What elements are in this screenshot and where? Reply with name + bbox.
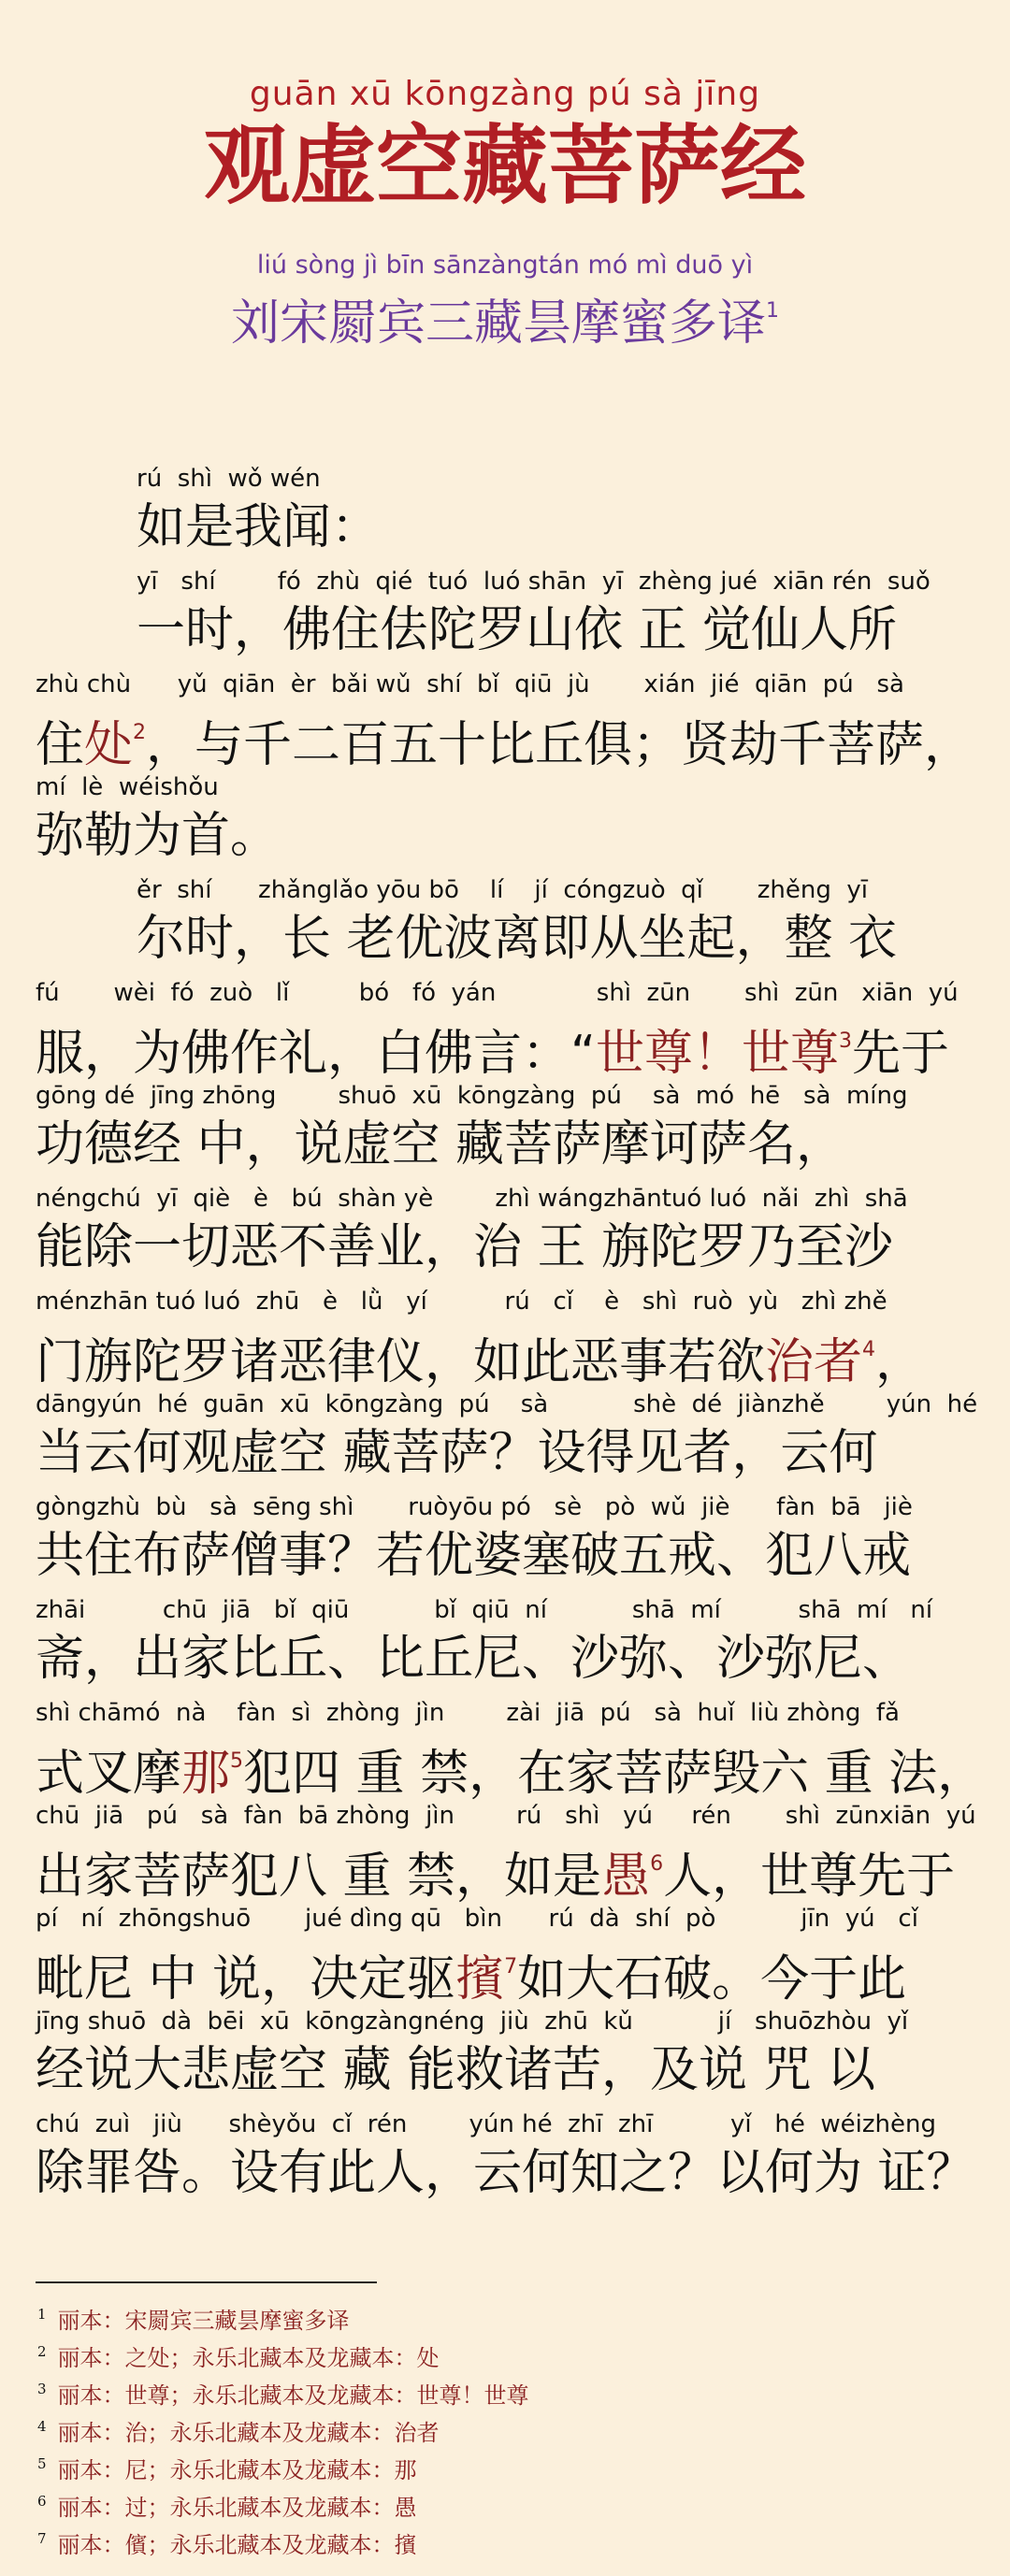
pinyin-line: chū jiā pú sà fàn bā zhòng jìn rú shì yú rén shì zūnxiān yú: [36, 1802, 976, 1830]
text-segment: ，与千二百五十比丘俱；贤劫千菩萨，: [146, 717, 974, 773]
pinyin-line: zhāi chū jiā bǐ qiū bǐ qiū ní shā mí shā mí ní: [36, 1596, 933, 1624]
text-line: [36, 1389, 980, 1491]
hanzi-line: [36, 1215, 980, 1280]
text-segment: 共住布萨僧事？若优婆塞破五戒、犯八戒: [36, 1528, 912, 1584]
pinyin-line: gòngzhù bù sà sēng shì ruòyōu pó sè pò wǔ jiè fàn bā jiè: [36, 1493, 913, 1521]
footnote-mark[interactable]: 5: [230, 1749, 244, 1773]
text-line: [36, 463, 980, 566]
footnote-number: 3: [37, 2381, 47, 2397]
text-segment: 弥勒为首。: [36, 808, 280, 864]
hanzi-line: [36, 1832, 980, 1905]
text-line: [36, 669, 980, 771]
text-line: [36, 2006, 980, 2108]
text-line: [36, 977, 980, 1080]
text-segment: 能除一切恶不善业，治 王 旃陀罗乃至沙: [36, 1219, 894, 1275]
text-segment: 毗尼 中 说，决定驱: [36, 1951, 456, 2008]
annotated-text: 愚: [601, 1849, 651, 1905]
pinyin-line: shì chāmó nà fàn sì zhòng jìn zài jiā pú sà huǐ liù zhòng fǎ: [36, 1699, 900, 1727]
text-line: [36, 1080, 980, 1183]
footnote-text: 丽本：治；永乐北藏本及龙藏本：治者: [57, 2420, 440, 2446]
text-segment: 式叉摩: [36, 1746, 182, 1802]
hanzi-line: [36, 906, 980, 971]
footnote-text: 丽本：儐；永乐北藏本及龙藏本：擯: [57, 2532, 417, 2558]
footnote-text: 丽本：之处；永乐北藏本及龙藏本：处: [57, 2345, 440, 2371]
text-segment: 一时，佛住佉陀罗山依 正 觉仙人所: [137, 602, 898, 658]
translator-text: 刘宋罽宾三藏昙摩蜜多译: [230, 295, 766, 353]
pinyin-line: gōng dé jīng zhōng shuō xū kōngzàng pú sà mó hē sà míng: [36, 1082, 908, 1110]
hanzi-line: [36, 1935, 980, 2008]
footnote-item: [37, 2482, 973, 2520]
footnote-mark[interactable]: 3: [838, 1029, 852, 1053]
text-segment: 如大石破。今于此: [517, 1951, 907, 2008]
text-line: [36, 1594, 980, 1697]
footnote-number: 7: [37, 2530, 47, 2547]
pinyin-line: chú zuì jiù shèyǒu cǐ rén yún hé zhī zhī yǐ hé wéizhèng: [36, 2110, 937, 2138]
text-line: [36, 1800, 980, 1903]
text-segment: 出家菩萨犯八 重 禁，如是: [36, 1849, 602, 1905]
annotated-text: 处: [84, 717, 134, 773]
pinyin-line: fú wèi fó zuò lǐ bó fó yán shì zūn shì zūn xiān yú: [36, 979, 959, 1007]
hanzi-line: [36, 1112, 980, 1177]
pinyin-line: jīng shuō dà bēi xū kōngzàngnéng jiù zhū kǔ jí shuōzhòu yǐ: [36, 2008, 909, 2036]
text-line: [36, 1183, 980, 1286]
hanzi-line: [36, 2140, 980, 2206]
pinyin-line: ěr shí zhǎnglǎo yōu bō lí jí cóngzuò qǐ zhěng yī: [137, 876, 868, 904]
footnote-divider: [36, 2281, 377, 2283]
text-line: [36, 2108, 980, 2211]
footnote-item: [37, 2408, 973, 2445]
annotated-text: 那: [181, 1746, 231, 1802]
text-segment: 人，世尊先于: [663, 1849, 956, 1905]
sutra-body: [36, 463, 987, 2211]
text-line: [36, 1903, 980, 2006]
text-segment: ，: [875, 1334, 925, 1390]
hanzi-line: [36, 1317, 980, 1390]
footnote-text: 丽本：过；永乐北藏本及龙藏本：愚: [57, 2495, 417, 2521]
hanzi-line: [36, 1420, 980, 1486]
text-segment: 如是我闻：: [137, 499, 381, 555]
footnote-mark[interactable]: 2: [133, 721, 147, 744]
text-segment: 门旃陀罗诸恶律仪，如此恶事若欲: [36, 1334, 766, 1390]
text-segment: 斋，出家比丘、比丘尼、沙弥、沙弥尼、: [36, 1631, 912, 1687]
text-line: [36, 566, 980, 669]
text-line: [36, 771, 980, 874]
footnote-item: [37, 2370, 973, 2408]
text-line: [36, 1286, 980, 1389]
annotated-text: 擯: [455, 1951, 505, 2008]
text-line: [36, 874, 980, 977]
hanzi-line: [36, 597, 980, 663]
pinyin-line: mí lè wéishǒu: [36, 773, 219, 801]
pinyin-line: ménzhān tuó luó zhū è lǜ yí rú cǐ è shì ruò yù zhì zhě: [36, 1288, 887, 1316]
page-title: 观虚空藏菩萨经: [203, 115, 806, 216]
pinyin-line: pí ní zhōngshuō jué dìng qū bìn rú dà shí pò jīn yú cǐ: [36, 1905, 918, 1933]
translator-line: [0, 283, 1010, 353]
annotated-text: 世尊！世尊: [595, 1026, 839, 1082]
footnote-text: 丽本：世尊；永乐北藏本及龙藏本：世尊！世尊: [57, 2382, 529, 2409]
text-segment: 当云何观虚空 藏菩萨？设得见者，云何: [36, 1425, 878, 1481]
pinyin-line: zhù chù yǔ qiān èr bǎi wǔ shí bǐ qiū jù xián jié qiān pú sà: [36, 670, 904, 698]
footnote-item: [37, 2520, 973, 2557]
pinyin-line: néngchú yī qiè è bú shàn yè zhì wángzhāntuó luó nǎi zhì shā: [36, 1185, 908, 1213]
footnote-mark[interactable]: 4: [862, 1338, 876, 1361]
footnote-item: [37, 2333, 973, 2370]
footnote-text: 丽本：宋罽宾三藏昙摩蜜多译: [57, 2308, 350, 2334]
hanzi-line: [36, 495, 980, 560]
text-line: [36, 1491, 980, 1594]
footnote-number: 4: [37, 2418, 47, 2435]
text-segment: 尔时，长 老优波离即从坐起，整 衣: [137, 911, 898, 967]
text-segment: 先于: [851, 1026, 949, 1082]
hanzi-line: [36, 1009, 980, 1082]
footnote-number: 5: [37, 2455, 47, 2472]
text-segment: 经说大悲虚空 藏 能救诸苦，及说 咒 以: [36, 2042, 876, 2098]
footnote-number: 6: [37, 2493, 47, 2510]
hanzi-line: [36, 803, 980, 869]
footnote-text: 丽本：尼；永乐北藏本及龙藏本：那: [57, 2457, 417, 2483]
hanzi-line: [36, 1729, 987, 1802]
footnote-item: [37, 2445, 973, 2482]
footnote-mark[interactable]: 7: [504, 1955, 518, 1979]
header: [0, 75, 1010, 353]
pinyin-line: yī shí fó zhù qié tuó luó shān yī zhèng jué xiān rén suǒ: [137, 568, 931, 596]
text-segment: 住: [36, 717, 85, 773]
pinyin-line: rú shì wǒ wén: [137, 465, 321, 493]
footnote-number: 2: [37, 2343, 47, 2360]
text-segment: 功德经 中，说虚空 藏菩萨摩诃萨名，: [36, 1116, 845, 1173]
translator-pinyin: liú sòng jì bīn sānzàngtán mó mì duō yì: [256, 251, 754, 281]
footnote-mark[interactable]: 6: [650, 1852, 664, 1876]
text-segment: 除罪咎。设有此人，云何知之？以何为 证？: [36, 2145, 975, 2201]
text-segment: 犯四 重 禁，在家菩萨毁六 重 法，: [243, 1746, 987, 1802]
footnote-item: [37, 2295, 973, 2333]
hanzi-line: [36, 1523, 980, 1589]
text-line: [36, 1697, 987, 1802]
title-pinyin: guān xū kōngzàng pú sà jīng: [249, 75, 761, 113]
text-segment: 服，为佛作礼，白佛言：“: [36, 1026, 596, 1082]
hanzi-line: [36, 2037, 980, 2103]
footnotes: [37, 2295, 973, 2557]
footnote-mark[interactable]: 1: [766, 299, 779, 324]
footnote-number: 1: [37, 2306, 47, 2323]
hanzi-line: [36, 1626, 980, 1691]
annotated-text: 治者: [765, 1334, 863, 1390]
pinyin-line: dāngyún hé guān xū kōngzàng pú sà shè dé jiànzhě yún hé: [36, 1390, 978, 1418]
hanzi-line: [36, 700, 980, 773]
